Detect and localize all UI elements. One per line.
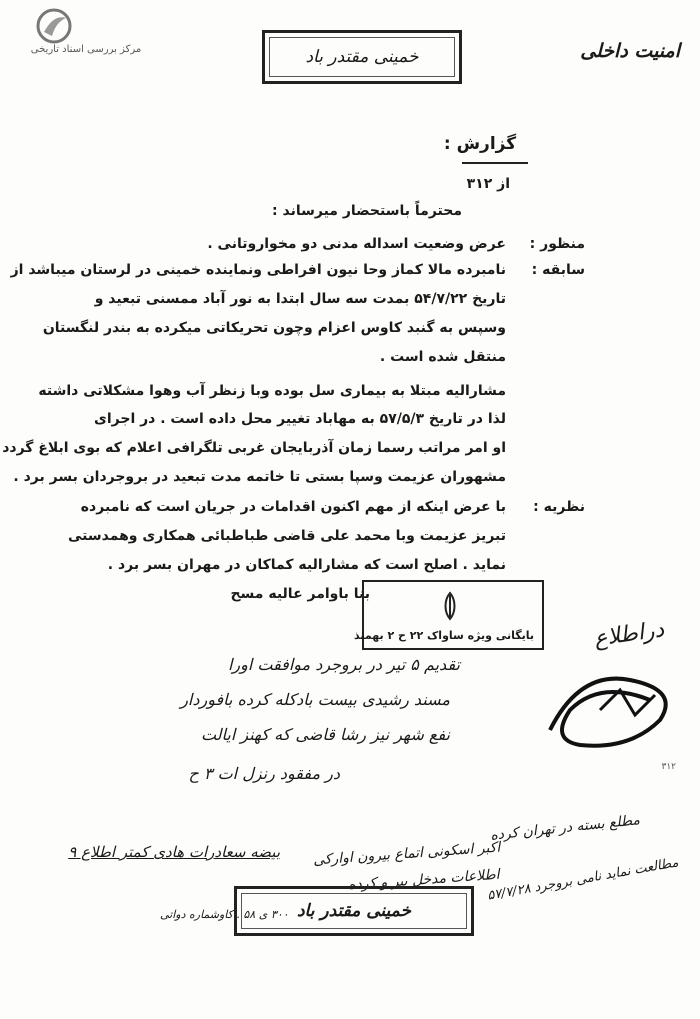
opinion-line: با عرض اینکه از مهم اکنون اقدامات در جریان است که نامبرده <box>80 499 506 515</box>
emblem-icon <box>434 590 466 622</box>
handwritten-line: مسند رشیدی بیست بادکله کرده بافوردار <box>180 690 450 709</box>
handwritten-note: اکبر اسکونی اتماع بیرون اوارکی <box>312 839 501 869</box>
report-from: از ۳۱۲ <box>466 176 510 192</box>
handwritten-line: تقدیم ۵ تیر در بروجرد موافقت اورا <box>227 655 460 674</box>
opinion-label: نظریه : <box>533 499 585 515</box>
received-stamp <box>536 760 676 790</box>
background-line: وسپس به گنبد کاوس اعزام وچون تحریکاتی میکرده به بندر لنگستان <box>42 320 506 336</box>
bottom-stamp <box>234 886 474 936</box>
side-note: دراطلاع <box>592 617 666 652</box>
logo-text: مرکز بررسی اسناد تاریخی <box>30 44 142 55</box>
opinion-line: تبریز عزیمت وبا محمد علی قاضی طباطبائی همکاری وهمدستی <box>67 528 506 544</box>
handwritten-note: مطلع بسته در تهران کرده <box>489 812 641 844</box>
bottom-stamp-text: خمینی مقتدر باد <box>296 901 412 921</box>
background-line: نامبرده مالا کماز وحا نیون افراطی ونماینده خمینی در لرستان میباشد از <box>10 262 506 278</box>
archive-logo-icon <box>36 8 72 44</box>
title-underline <box>462 162 528 164</box>
background-line: مشارالیه مبتلا به بیماری سل بوده وبا زنظر آب وهوا مشکلاتی داشته <box>38 383 506 399</box>
signature-scribble <box>540 650 690 760</box>
top-stamp <box>262 30 462 84</box>
background-label: سابقه : <box>531 262 585 278</box>
subject-text: عرض وضعیت اسداله مدنی دو مخواروتانی . <box>207 236 506 252</box>
handwritten-date-note: مطالعت نماید نامی بروجرد ۵۷/۷/۲۸ <box>486 855 680 904</box>
top-stamp-text: خمینی مقتدر باد <box>305 47 419 67</box>
handwritten-number: ۳۰۰ ی ۵۸ . کاوشماره دواتی <box>160 908 289 921</box>
handwritten-line: نفع شهر نیز رشا قاضی که کهنز ایالت <box>200 725 450 744</box>
confidential-label: امنیت داخلی <box>580 40 680 62</box>
archive-stamp-text: بایگانی ویژه ساواک ۲۲ ح ۲ بهمنذ <box>354 629 534 642</box>
report-title: گزارش : <box>443 134 517 154</box>
report-intro: محترماً باستحضار میرساند : <box>272 203 462 219</box>
background-line: منتقل شده است . <box>379 349 506 365</box>
background-line: تاریخ ۵۴/۷/۲۲ بمدت سه سال ابتدا به نور آباد ممسنی تبعید و <box>94 291 506 307</box>
handwritten-line: در مفقود رنزل ات ۳ ح <box>188 764 340 783</box>
opinion-closing: بنا باوامر عالیه مسح <box>230 586 370 602</box>
opinion-line: نماید . اصلح است که مشارالیه کماکان در مهران بسر برد . <box>107 557 506 573</box>
background-line: مشهوران عزیمت وسپا بستی تا خاتمه مدت تبعید در بروجردان بسر برد . <box>13 469 506 485</box>
subject-label: منظور : <box>529 236 585 252</box>
background-line: او امر مراتب رسما زمان آذربایجان غربی تلگرافی اعلام که بوی ابلاغ گردد <box>2 440 506 456</box>
received-stamp-text: ۳۱۲ <box>661 762 676 772</box>
bottom-note: بیضه سعادرات هادی کمتر اطلاع ۹ <box>68 843 280 861</box>
background-line: لذا در تاریخ ۵۷/۵/۳ به مهاباد تغییر محل داده است . در اجرای <box>94 411 506 427</box>
handwritten-note: اطلاعات مدخل بیر و کرده <box>347 866 501 894</box>
